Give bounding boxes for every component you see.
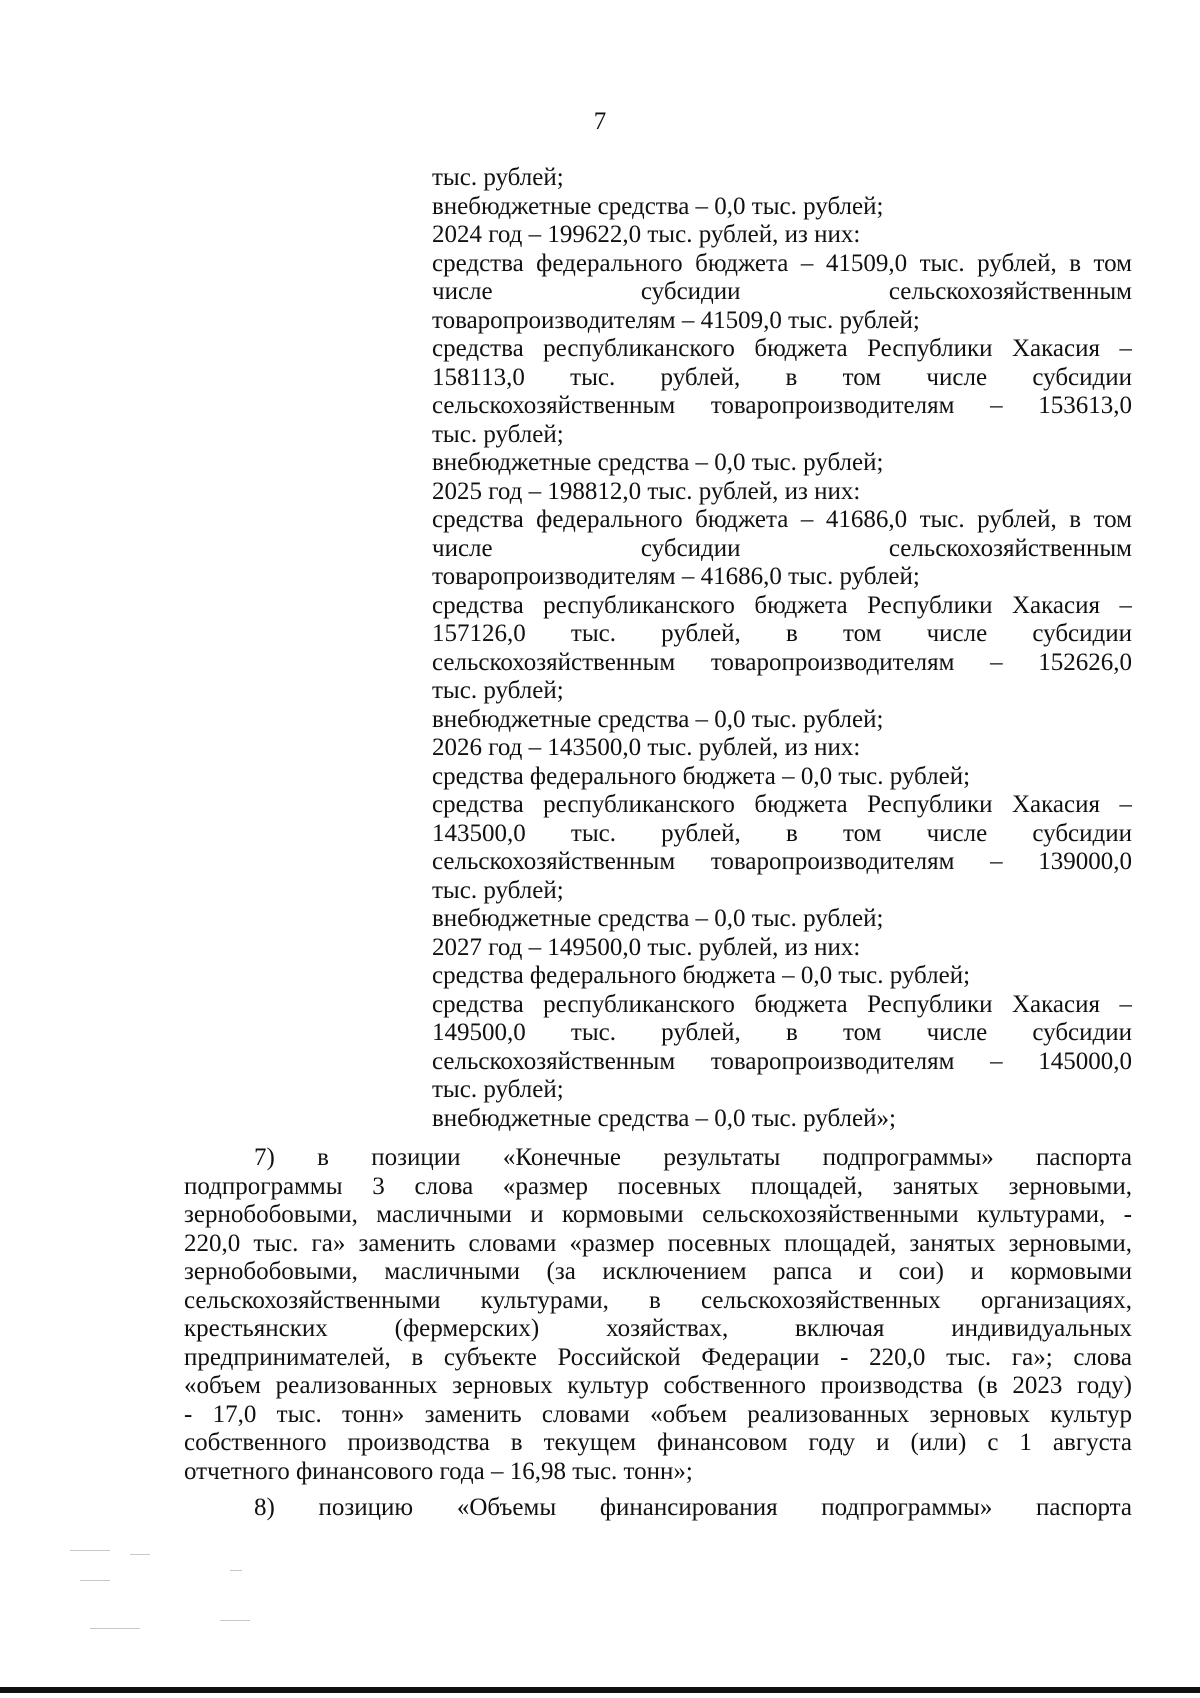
text-line: зернобобовыми, масличными и кормовыми сельскохозяйственными культурами, - [184, 1201, 1132, 1228]
text-line: подпрограммы 3 слова «размер посевных площадей, занятых зерновыми, [184, 1172, 1132, 1200]
text-line: 157126,0 тыс. рублей, в том числе субсидии [432, 620, 1132, 647]
text-line: 143500,0 тыс. рублей, в том числе субсидии [432, 819, 1132, 847]
text-line: зернобобовыми, масличными (за исключением рапса и сои) и кормовыми [184, 1258, 1132, 1285]
text-line: внебюджетные средства – 0,0 тыс. рублей»; [432, 1104, 896, 1132]
text-line: «объем реализованных зерновых культур собственного производства (в 2023 году) [184, 1372, 1132, 1399]
text-line: предпринимателей, в субъекте Российской Федерации - 220,0 тыс. га»; слова [184, 1343, 1132, 1371]
text-line: 2026 год – 143500,0 тыс. рублей, из них: [432, 734, 861, 761]
text-line: средства республиканского бюджета Республики Хакасия – [432, 591, 1132, 619]
text-line: числе субсидии сельскохозяйственным [432, 534, 1132, 562]
text-line: тыс. рублей; [432, 1076, 564, 1103]
text-line: 8) позицию «Объемы финансирования подпрограммы» паспорта [254, 1494, 1132, 1521]
text-line: тыс. рублей; [432, 420, 564, 448]
text-line: 2025 год – 198812,0 тыс. рублей, из них: [432, 477, 861, 505]
text-line: средства федерального бюджета – 41509,0 тыс. рублей, в том [432, 249, 1132, 277]
text-line: 2027 год – 149500,0 тыс. рублей, из них: [432, 933, 861, 961]
text-line: товаропроизводителям – 41686,0 тыс. рублей; [432, 563, 920, 590]
text-line: внебюджетные средства – 0,0 тыс. рублей; [432, 449, 884, 476]
text-line: внебюджетные средства – 0,0 тыс. рублей; [432, 905, 884, 932]
text-line: тыс. рублей; [432, 164, 564, 191]
scan-artifact [70, 1540, 300, 1640]
financing-volumes-block [432, 164, 1132, 1133]
text-line: средства федерального бюджета – 0,0 тыс. рублей; [432, 962, 971, 989]
bottom-rule [0, 1687, 1200, 1693]
text-line: средства республиканского бюджета Республики Хакасия – [432, 791, 1132, 818]
text-line: 149500,0 тыс. рублей, в том числе субсидии [432, 1019, 1132, 1046]
text-line: 2024 год – 199622,0 тыс. рублей, из них: [432, 221, 861, 248]
paragraph-7 [184, 1144, 1132, 1486]
text-line: сельскохозяйственным товаропроизводителям – 153613,0 [432, 392, 1132, 419]
text-line: средства республиканского бюджета Республики Хакасия – [432, 335, 1132, 362]
text-line: тыс. рублей; [432, 677, 564, 704]
text-line: товаропроизводителям – 41509,0 тыс. рублей; [432, 306, 920, 334]
text-line: внебюджетные средства – 0,0 тыс. рублей; [432, 192, 884, 220]
text-line: сельскохозяйственным товаропроизводителям – 152626,0 [432, 648, 1132, 676]
text-line: 7) в позиции «Конечные результаты подпрограммы» паспорта [254, 1144, 1132, 1171]
text-line: числе субсидии сельскохозяйственным [432, 278, 1132, 305]
text-line: средства федерального бюджета – 0,0 тыс. рублей; [432, 762, 971, 790]
text-line: средства республиканского бюджета Республики Хакасия – [432, 990, 1132, 1018]
text-line: средства федерального бюджета – 41686,0 тыс. рублей, в том [432, 506, 1132, 533]
text-line: 220,0 тыс. га» заменить словами «размер посевных площадей, занятых зерновыми, [184, 1229, 1132, 1257]
text-line: - 17,0 тыс. тонн» заменить словами «объем реализованных зерновых культур [184, 1400, 1132, 1428]
text-line: отчетного финансового года – 16,98 тыс. тонн»; [184, 1457, 693, 1485]
page-number: 7 [593, 108, 607, 135]
text-line: тыс. рублей; [432, 876, 564, 904]
text-line: внебюджетные средства – 0,0 тыс. рублей; [432, 705, 884, 733]
text-line: 158113,0 тыс. рублей, в том числе субсидии [432, 363, 1132, 391]
text-line: крестьянских (фермерских) хозяйствах, включая индивидуальных [184, 1315, 1132, 1342]
text-line: собственного производства в текущем финансовом году и (или) с 1 августа [184, 1429, 1132, 1456]
text-line: сельскохозяйственным товаропроизводителям – 145000,0 [432, 1047, 1132, 1075]
text-line: сельскохозяйственным товаропроизводителям – 139000,0 [432, 848, 1132, 875]
paragraph-8 [184, 1494, 1132, 1523]
text-line: сельскохозяйственными культурами, в сельскохозяйственных организациях, [184, 1286, 1132, 1314]
